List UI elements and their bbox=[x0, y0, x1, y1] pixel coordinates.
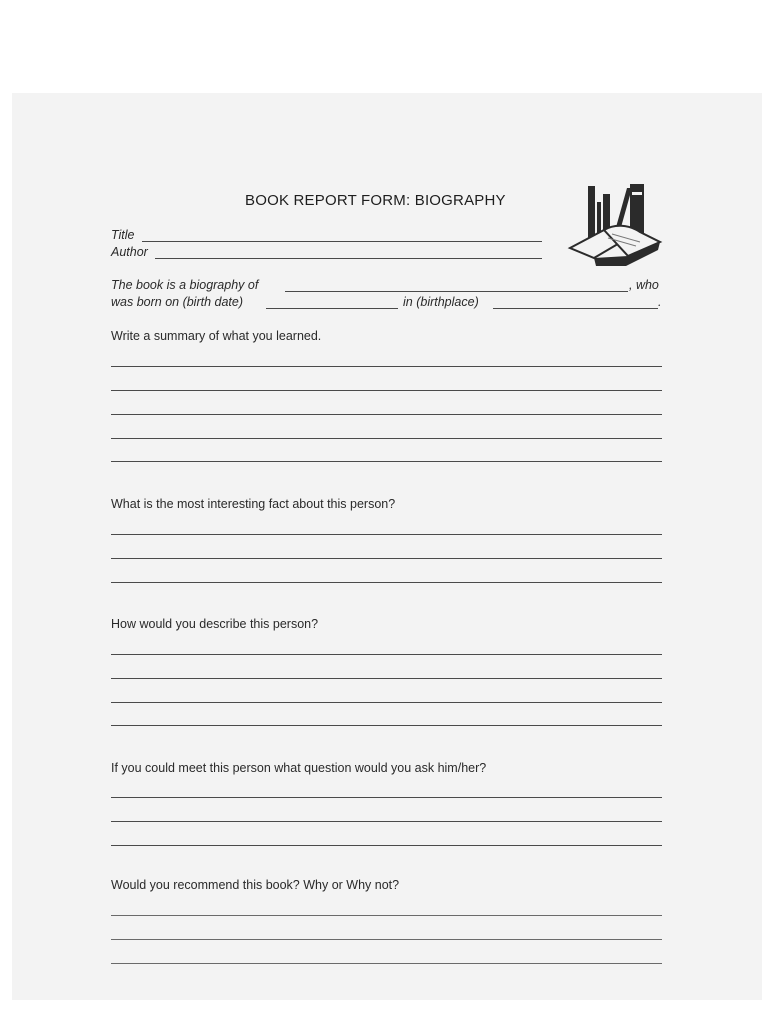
answer-line[interactable] bbox=[111, 461, 662, 462]
title-label: Title bbox=[111, 228, 135, 242]
author-field[interactable] bbox=[155, 258, 542, 259]
answer-line[interactable] bbox=[111, 390, 662, 391]
form-title: BOOK REPORT FORM: BIOGRAPHY bbox=[245, 192, 506, 209]
question-interesting-fact: What is the most interesting fact about this person? bbox=[111, 497, 396, 511]
question-summary: Write a summary of what you learned. bbox=[111, 329, 322, 343]
answer-line[interactable] bbox=[111, 678, 662, 679]
birth-date-field[interactable] bbox=[266, 308, 398, 309]
answer-line[interactable] bbox=[111, 414, 662, 415]
answer-line[interactable] bbox=[111, 438, 662, 439]
answer-line[interactable] bbox=[111, 915, 662, 916]
birthplace-label: in (birthplace) bbox=[403, 295, 479, 309]
question-recommend: Would you recommend this book? Why or Why not? bbox=[111, 878, 400, 892]
question-describe-person: How would you describe this person? bbox=[111, 617, 319, 631]
who-label: , who bbox=[629, 278, 659, 292]
answer-line[interactable] bbox=[111, 821, 662, 822]
author-label: Author bbox=[111, 245, 148, 259]
question-ask-person: If you could meet this person what question would you ask him/her? bbox=[111, 761, 487, 775]
answer-line[interactable] bbox=[111, 366, 662, 367]
answer-line[interactable] bbox=[111, 582, 662, 583]
answer-line[interactable] bbox=[111, 534, 662, 535]
answer-line[interactable] bbox=[111, 845, 662, 846]
answer-line[interactable] bbox=[111, 725, 662, 726]
answer-line[interactable] bbox=[111, 797, 662, 798]
books-icon bbox=[566, 180, 666, 270]
answer-line[interactable] bbox=[111, 654, 662, 655]
title-field[interactable] bbox=[142, 241, 542, 242]
birthplace-field[interactable] bbox=[493, 308, 658, 309]
answer-line[interactable] bbox=[111, 963, 662, 964]
subject-name-field[interactable] bbox=[285, 291, 628, 292]
answer-line[interactable] bbox=[111, 939, 662, 940]
biography-of-label: The book is a biography of bbox=[111, 278, 259, 292]
period-mark: . bbox=[658, 295, 662, 309]
answer-line[interactable] bbox=[111, 702, 662, 703]
answer-line[interactable] bbox=[111, 558, 662, 559]
born-on-label: was born on (birth date) bbox=[111, 295, 244, 309]
